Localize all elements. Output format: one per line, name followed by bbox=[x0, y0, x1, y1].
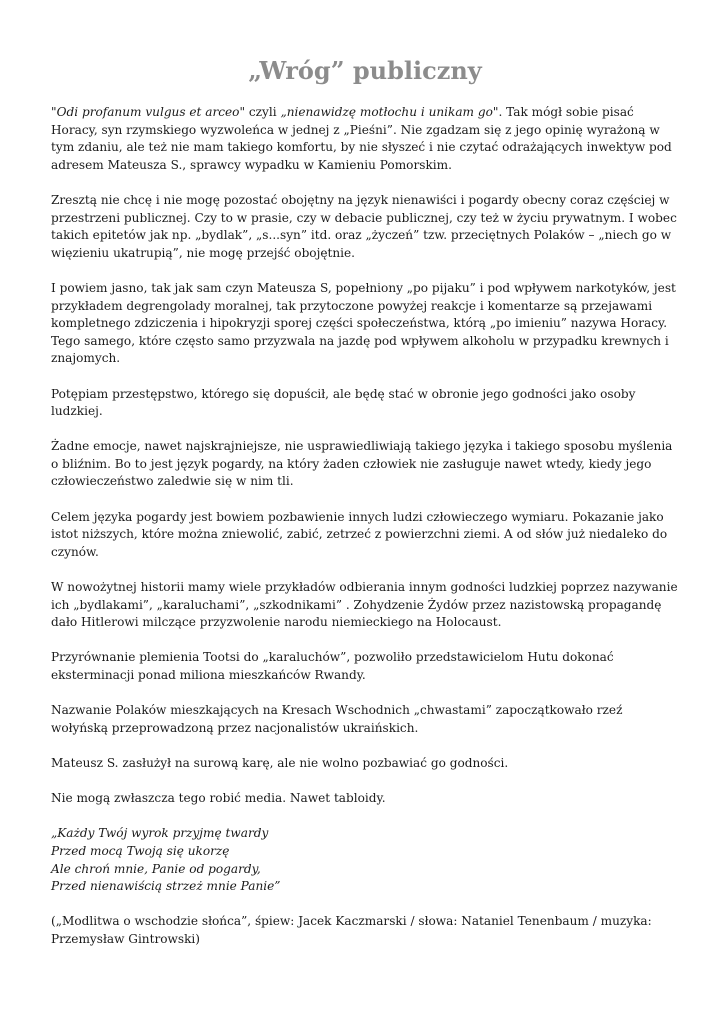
intro-connector: czyli bbox=[245, 105, 281, 119]
paragraph-4: Potępiam przestępstwo, którego się dopuścił, ale będę stać w obronie jego godności jako osoby ludzkiej. bbox=[51, 386, 636, 419]
intro-latin-quote: Odi profanum vulgus et arceo" bbox=[56, 105, 246, 119]
poem-line: Ale chroń mnie, Panie od pogardy, bbox=[51, 861, 261, 876]
paragraph-10: Mateusz S. zasłużył na surową karę, ale nie wolno pozbawiać go godności. bbox=[51, 755, 509, 770]
intro-text: . Tak mógł sobie pisać Horacy, syn rzymskiego wyzwoleńca w jednej z „Pieśni”. Nie zgadzam się z jego opinię wyrażoną w tym zdaniu, ale też nie mam takiego komfortu, by nie słyszeć i nie czytać odrażających inwektyw pod adresem Mateusza S., sprawcy wypadku w Kamieniu Pomorskim. bbox=[51, 105, 672, 172]
paragraph-11: Nie mogą zwłaszcza tego robić media. Nawet tabloidy. bbox=[51, 791, 386, 806]
paragraph-2: Zresztą nie chcę i nie mogę pozostać obojętny na język nienawiści i pogardy obecny coraz częściej w przestrzeni publicznej. Czy to w prasie, czy w debacie publicznej, czy też w życiu prywatnym. I wobec takich epitetów jak np. „bydlak”, „s...syn” itd. oraz „życzeń” tzw. przeciętnych Polaków – „niech go w więzieniu ukatrupią”, nie mogę przejść obojętnie. bbox=[51, 192, 677, 260]
poem-line: Przed mocą Twoją się ukorzę bbox=[51, 843, 230, 858]
poem-line: „Każdy Twój wyrok przyjmę twardy bbox=[51, 826, 269, 841]
paragraph-intro bbox=[51, 104, 679, 174]
paragraph-5: Żadne emocje, nawet najskrajniejsze, nie usprawiedliwiają takiego języka i takiego sposobu myślenia o bliźnim. Bo to jest język pogardy, na który żaden człowiek nie zasługuje nawet wtedy, kiedy jego człowieczeństwo zaledwie się w nim tli. bbox=[51, 439, 673, 489]
paragraph-9: Nazwanie Polaków mieszkających na Kresach Wschodnich „chwastami” zapoczątkowało rzeź wołyńską przeprowadzoną przez nacjonalistów ukraińskich. bbox=[51, 703, 623, 735]
page-title: „Wróg” publiczny bbox=[248, 56, 482, 85]
paragraph-7: W nowożytnej historii mamy wiele przykładów odbierania innym godności ludzkiej poprzez nazywanie ich „bydlakami”, „karaluchami”, „szkodnikami” . Zohydzenie Żydów przez nazistowską propagandę dało Hitlerowi milczące przyzwolenie narodu niemieckiego na Holocaust. bbox=[51, 580, 678, 630]
paragraph-3: I powiem jasno, tak jak sam czyn Mateusza S, popełniony „po pijaku” i pod wpływem narkotyków, jest przykładem degrengolady moralnej, tak przytoczone powyżej reakcje i komentarze są przejawami kompletnego zdziczenia i hipokryzji sporej części społeczeństwa, którą „po imieniu” nazywa Horacy. Tego samego, które często samo przyzwala na jazdę pod wpływem alkoholu w przypadku krewnych i znajomych. bbox=[51, 280, 676, 366]
intro-polish-quote: „nienawidzę motłochu i unikam go" bbox=[280, 105, 499, 119]
poem-line: Przed nienawiścią strzeż mnie Panie” bbox=[51, 879, 281, 894]
intro-quote-mark: " bbox=[51, 105, 57, 119]
article bbox=[51, 56, 679, 966]
song-credit: („Modlitwa o wschodzie słońca”, śpiew: Jacek Kaczmarski / słowa: Nataniel Tenenbaum / muzyka: Przemysław Gintrowski) bbox=[51, 914, 652, 946]
poem-quote bbox=[51, 825, 679, 895]
paragraph-8: Przyrównanie plemienia Tootsi do „karaluchów”, pozwoliło przedstawicielom Hutu dokonać eksterminacji ponad miliona mieszkańców Rwandy. bbox=[51, 650, 614, 682]
paragraph-6: Celem języka pogardy jest bowiem pozbawienie innych ludzi człowieczego wymiaru. Pokazanie jako istot niższych, które można zniewolić, zabić, zetrzeć z powierzchni ziemi. A od słów już niedaleko do czynów. bbox=[51, 509, 668, 559]
